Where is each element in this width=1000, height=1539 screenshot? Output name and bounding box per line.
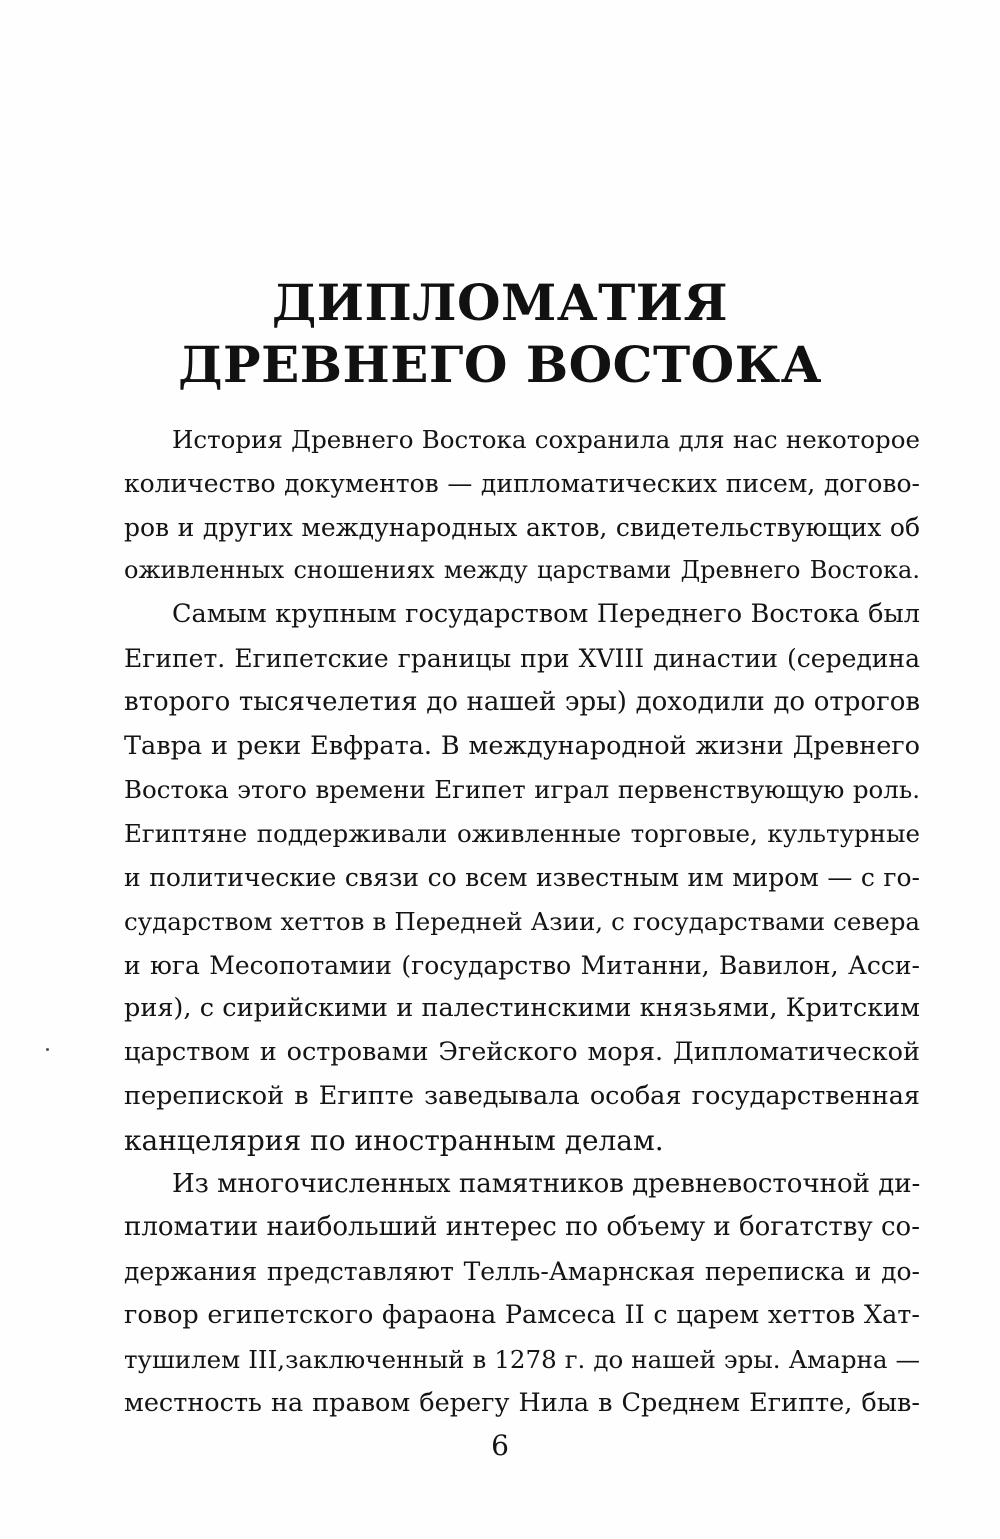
body-text [124, 418, 920, 1425]
text-line: Самым крупным государством Переднего Востока был [172, 599, 920, 630]
text-line: пломатии наибольший интерес по объему и богатству со- [124, 1212, 920, 1243]
text-line: и юга Месопотамии (государство Митанни, Вавилон, Асси- [124, 950, 920, 980]
text-line: сударством хеттов в Передней Азии, с государствами севера [124, 906, 920, 936]
text-line: и политические связи со всем известным им миром — с го- [124, 862, 920, 892]
text-line: Египтяне поддерживали оживленные торговые, культурные [124, 819, 920, 849]
text-line: Из многочисленных памятников древневосточной ди- [172, 1168, 920, 1199]
text-line: второго тысячелетия до нашей эры) доходили до отрогов [124, 686, 920, 717]
text-line: ров и других международных актов, свидетельствующих об [124, 512, 920, 542]
text-line: местность на правом берегу Нила в Среднем Египте, быв- [124, 1387, 920, 1418]
text-line: Египет. Египетские границы при XVIII династии (середина [124, 643, 920, 673]
print-speck [46, 1048, 49, 1051]
text-line: рия), с сирийскими и палестинскими князьями, Критским [124, 993, 920, 1024]
text-line: царством и островами Эгейского моря. Дипломатической [124, 1037, 920, 1068]
text-line: перепиской в Египте заведывала особая государственная [124, 1080, 920, 1111]
chapter-title-line-1: ДИПЛОМАТИЯ [271, 273, 729, 332]
text-line: История Древнего Востока сохранила для нас некоторое [172, 425, 920, 454]
text-line: оживленных сношениях между царствами Древнего Востока. [124, 556, 920, 585]
text-line: Востока этого времени Египет играл первенствующую роль. [124, 775, 920, 805]
text-line: количество документов — дипломатических писем, догово- [124, 468, 920, 498]
text-line: говор египетского фараона Рамсеса II с царем хеттов Хат- [124, 1299, 920, 1330]
text-line: канцелярия по иностранным делам. [124, 1123, 664, 1157]
text-line: Тавра и реки Евфрата. В международной жизни Древнего [124, 730, 920, 761]
page-number: 6 [491, 1429, 509, 1462]
text-line: тушилем III,заключенный в 1278 г. до нашей эры. Амарна — [124, 1344, 920, 1374]
chapter-title-line-2: ДРЕВНЕГО ВОСТОКА [178, 335, 822, 394]
text-line: держания представляют Телль-Амарнская переписка и до- [124, 1257, 920, 1287]
chapter-title [0, 272, 1000, 396]
